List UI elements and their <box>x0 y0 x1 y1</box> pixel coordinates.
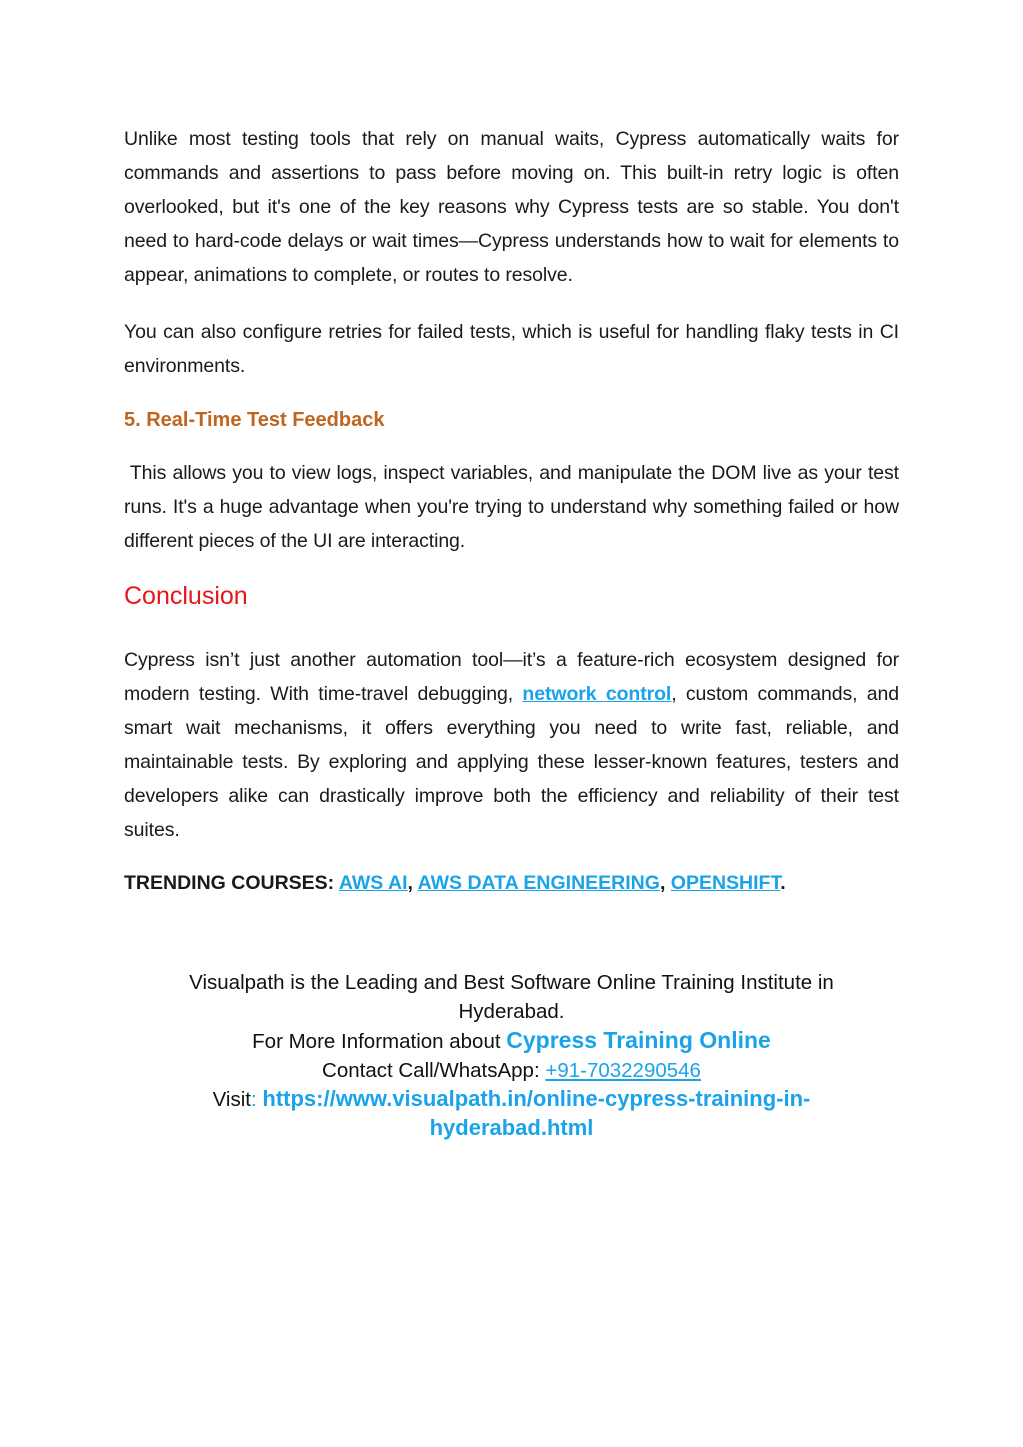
contact-line <box>124 1056 899 1085</box>
course-link-aws-ai[interactable]: AWS AI <box>338 872 408 894</box>
paragraph-conclusion <box>124 643 899 847</box>
visit-colon: : <box>250 1088 257 1111</box>
paragraph-realtime-feedback <box>124 456 899 558</box>
course-link-aws-data-engineering[interactable]: AWS DATA ENGINEERING <box>417 872 660 894</box>
paragraph-retries: You can also configure retries for failed tests, which is useful for handling flaky tests in CI environments. <box>124 321 899 377</box>
trending-courses <box>124 870 899 896</box>
website-url-link[interactable]: https://www.visualpath.in/online-cypress-training-in-hyderabad.html <box>262 1086 811 1140</box>
more-info-line <box>124 1026 899 1056</box>
paragraph-realtime-text: This allows you to view logs, inspect variables, and manipulate the DOM live as your test runs. It's a huge advantage when you're trying to understand why something failed or how different pieces of the UI are interacting. <box>124 462 899 552</box>
conclusion-heading: Conclusion <box>124 582 248 610</box>
visit-line <box>124 1085 899 1143</box>
contact-label: Contact Call/WhatsApp: <box>322 1059 546 1082</box>
footer-contact-block <box>124 968 899 1143</box>
trending-label: TRENDING COURSES: <box>124 872 339 894</box>
conclusion-text-start: Cypress isn’t just another automation tool—it’s a feature-rich ecosystem designed for modern testing. With time-travel debugging, <box>124 649 899 705</box>
visit-label: Visit <box>212 1088 251 1111</box>
section-heading-realtime-feedback: 5. Real-Time Test Feedback <box>124 409 385 431</box>
separator: , <box>407 872 418 894</box>
separator: , <box>659 872 671 894</box>
conclusion-text-end: , custom commands, and smart wait mechanisms, it offers everything you need to write fast, reliable, and maintainable tests. By exploring and applying these lesser-known features, testers and developers alike can drastically improve both the efficiency and reliability of their test suites. <box>124 683 900 841</box>
paragraph-auto-wait: Unlike most testing tools that rely on manual waits, Cypress automatically waits for commands and assertions to pass before moving on. This built-in retry logic is often overlooked, but it's one of the key reasons why Cypress tests are so stable. You don't need to hard-code delays or wait times—Cypress understands how to wait for elements to appear, animations to complete, or routes to resolve. <box>124 128 899 286</box>
more-info-label: For More Information about <box>252 1030 507 1053</box>
network-control-link[interactable]: network control <box>522 683 672 705</box>
institute-statement: Visualpath is the Leading and Best Software Online Training Institute in Hyderabad. <box>189 971 834 1023</box>
cypress-training-link[interactable]: Cypress Training Online <box>506 1027 771 1053</box>
document-body <box>124 122 899 916</box>
period: . <box>780 872 786 894</box>
phone-link[interactable]: +91-7032290546 <box>545 1059 701 1082</box>
course-link-openshift[interactable]: OPENSHIFT <box>670 872 781 894</box>
